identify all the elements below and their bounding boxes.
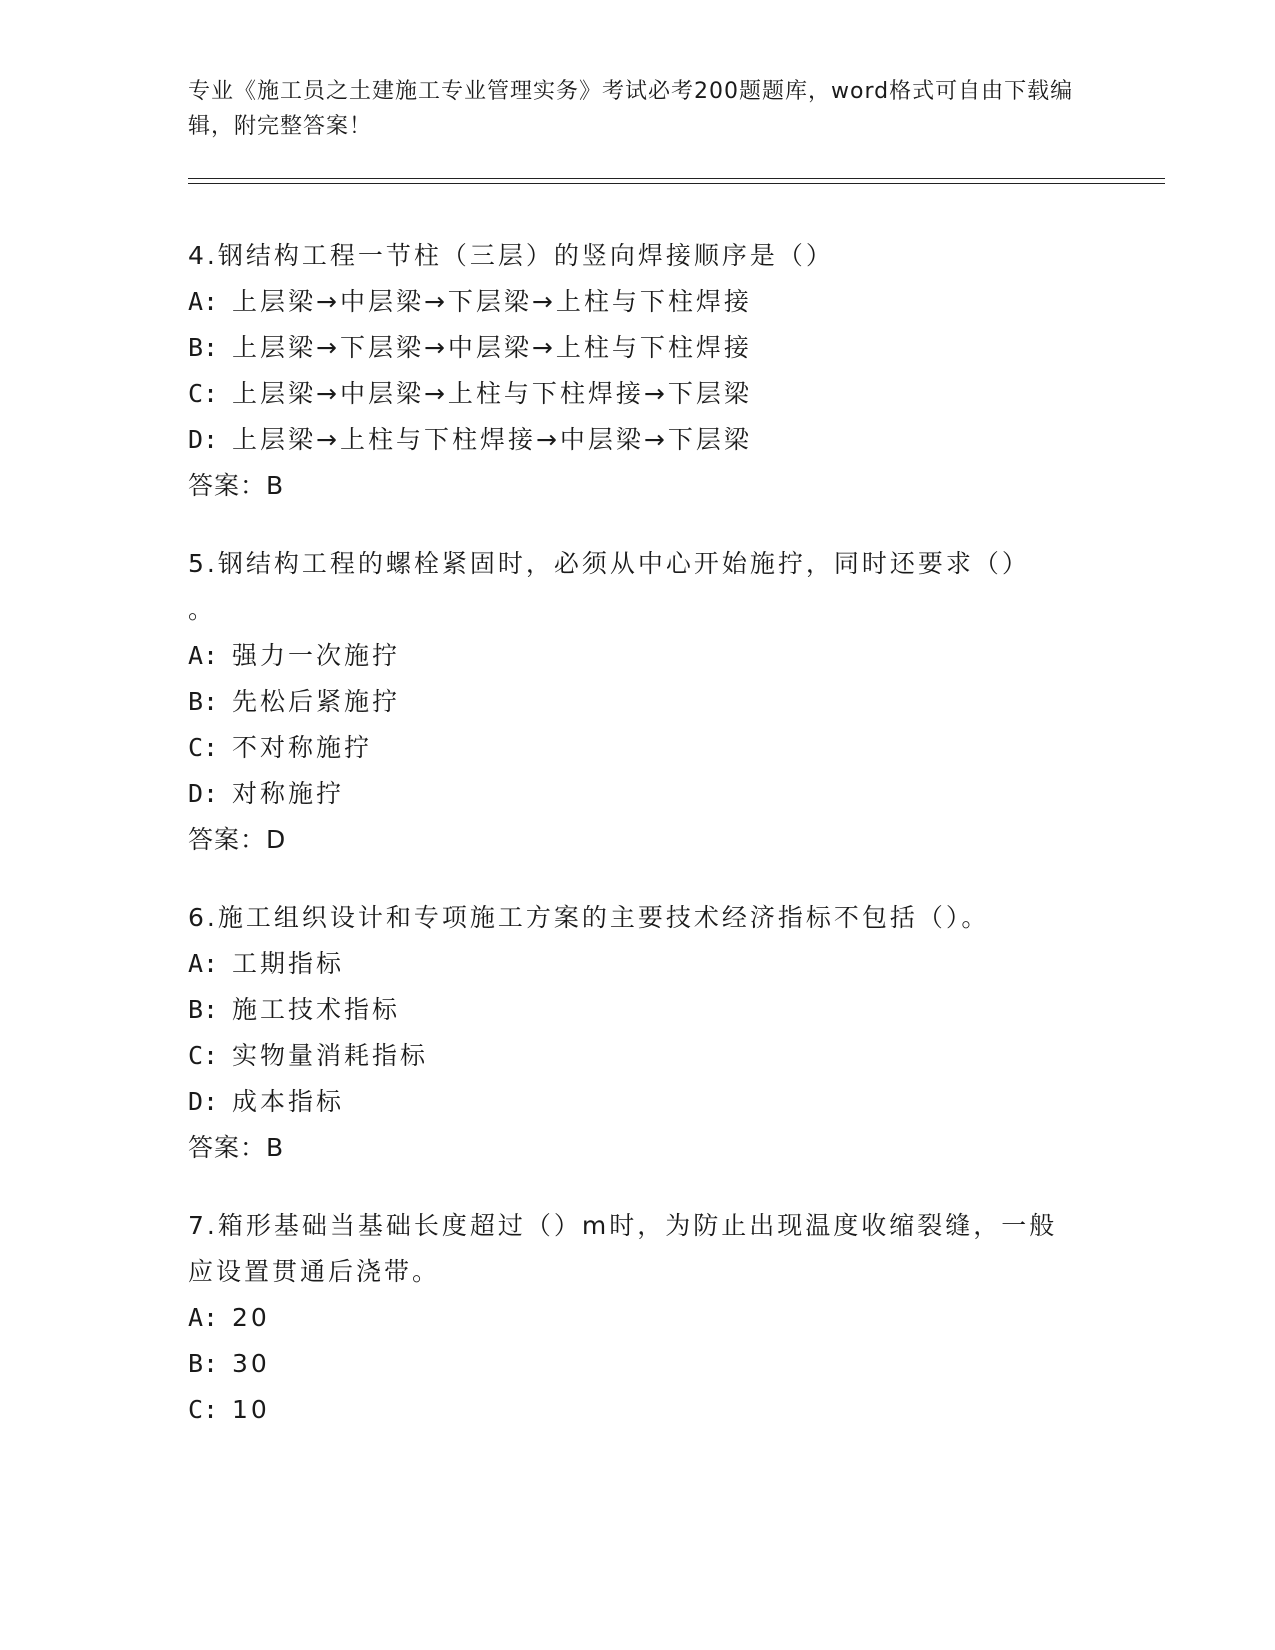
option-c	[188, 725, 1118, 771]
option-text: 工期指标	[232, 949, 345, 978]
option-key: C:	[188, 379, 219, 408]
option-key: B:	[188, 1349, 219, 1378]
question-stem: 5.钢结构工程的螺栓紧固时，必须从中心开始施拧，同时还要求（） 。	[188, 549, 1030, 624]
option-key: A:	[188, 1303, 219, 1332]
answer-line: 答案：B	[188, 1133, 285, 1162]
option-key: D:	[188, 1087, 219, 1116]
header-divider-bottom	[188, 183, 1165, 184]
question-6	[188, 895, 1118, 1171]
option-text: 10	[232, 1395, 270, 1424]
option-b	[188, 679, 1118, 725]
question-stem: 6.施工组织设计和专项施工方案的主要技术经济指标不包括（）。	[188, 903, 990, 932]
option-key: A:	[188, 287, 219, 316]
document-header	[188, 74, 1088, 144]
option-d	[188, 417, 1118, 463]
option-key: A:	[188, 641, 219, 670]
header-divider-top	[188, 178, 1165, 179]
option-a	[188, 279, 1118, 325]
option-c	[188, 1387, 1118, 1433]
question-7	[188, 1203, 1118, 1433]
option-a	[188, 941, 1118, 987]
option-key: C:	[188, 1041, 219, 1070]
option-text: 强力一次施拧	[232, 641, 401, 670]
option-a	[188, 633, 1118, 679]
option-b	[188, 325, 1118, 371]
option-text: 上层梁→下层梁→中层梁→上柱与下柱焊接	[232, 333, 752, 362]
option-key: D:	[188, 779, 219, 808]
option-text: 施工技术指标	[232, 995, 401, 1024]
option-text: 成本指标	[232, 1087, 345, 1116]
answer-line: 答案：B	[188, 471, 285, 500]
option-text: 上层梁→中层梁→上柱与下柱焊接→下层梁	[232, 379, 752, 408]
question-5	[188, 541, 1118, 863]
option-key: B:	[188, 687, 219, 716]
option-key: A:	[188, 949, 219, 978]
option-text: 20	[232, 1303, 270, 1332]
option-a	[188, 1295, 1118, 1341]
option-text: 对称施拧	[232, 779, 345, 808]
option-b	[188, 987, 1118, 1033]
option-c	[188, 371, 1118, 417]
option-text: 实物量消耗指标	[232, 1041, 429, 1070]
option-key: B:	[188, 995, 219, 1024]
option-key: C:	[188, 733, 219, 762]
answer-line: 答案：D	[188, 825, 287, 854]
option-b	[188, 1341, 1118, 1387]
option-text: 30	[232, 1349, 270, 1378]
option-text: 不对称施拧	[232, 733, 373, 762]
option-d	[188, 771, 1118, 817]
header-intro-text: 专业《施工员之土建施工专业管理实务》考试必考200题题库，word格式可自由下载编辑，附完整答案！	[188, 79, 1074, 139]
option-key: D:	[188, 425, 219, 454]
option-key: B:	[188, 333, 219, 362]
option-text: 上层梁→中层梁→下层梁→上柱与下柱焊接	[232, 287, 752, 316]
question-stem: 4.钢结构工程一节柱（三层）的竖向焊接顺序是（）	[188, 241, 834, 270]
question-4	[188, 233, 1118, 509]
question-stem: 7.箱形基础当基础长度超过（）m时，为防止出现温度收缩裂缝，一般 应设置贯通后浇带。	[188, 1211, 1058, 1286]
option-text: 上层梁→上柱与下柱焊接→中层梁→下层梁	[232, 425, 752, 454]
option-key: C:	[188, 1395, 219, 1424]
option-d	[188, 1079, 1118, 1125]
option-c	[188, 1033, 1118, 1079]
question-list	[188, 233, 1118, 1465]
option-text: 先松后紧施拧	[232, 687, 401, 716]
